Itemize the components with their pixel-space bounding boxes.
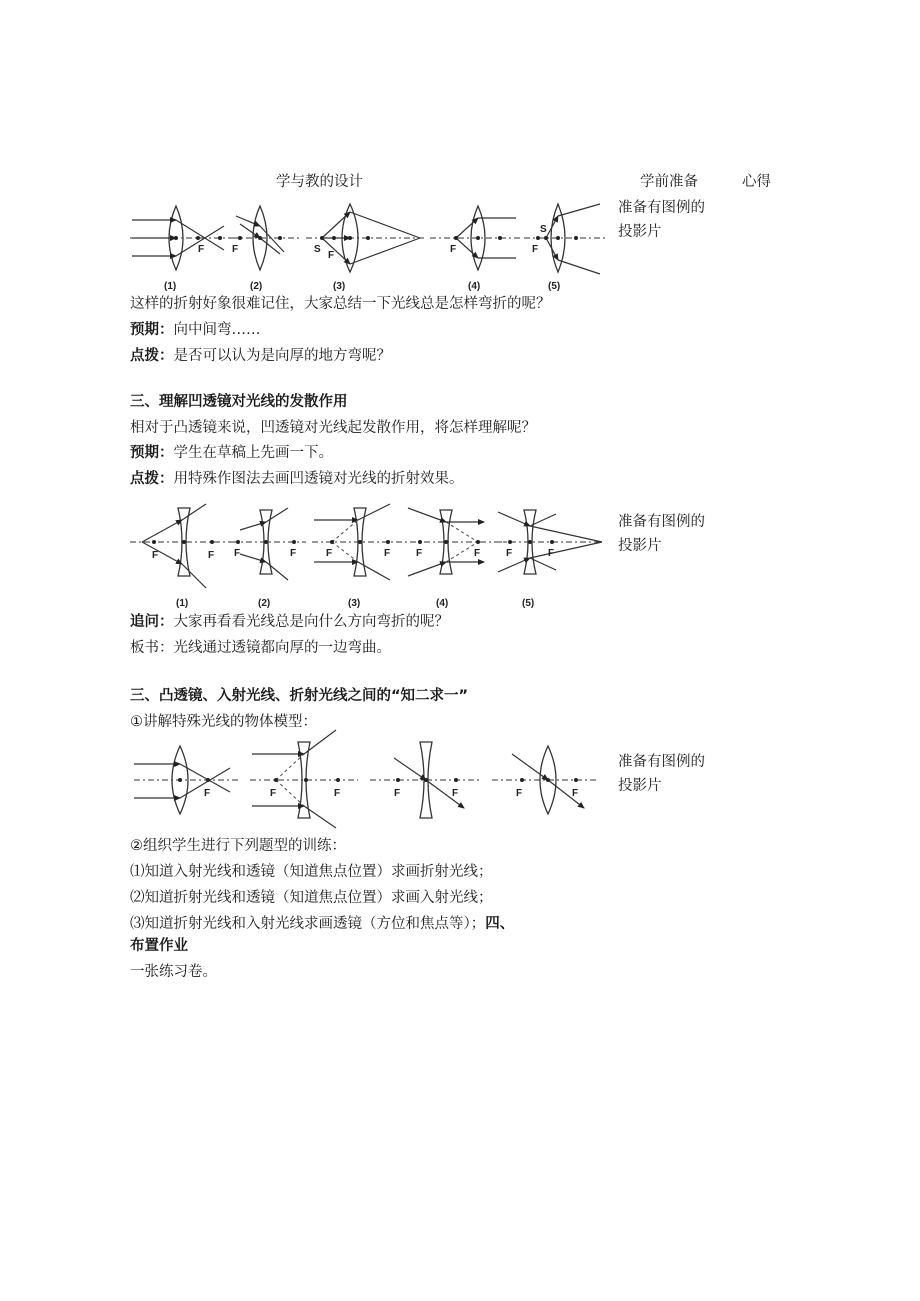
svg-text:(4): (4) bbox=[468, 281, 481, 292]
part2-board: 板书：光线通过透镜都向厚的一边弯曲。 bbox=[130, 640, 391, 656]
svg-text:(2): (2) bbox=[258, 598, 271, 609]
svg-text:F: F bbox=[548, 548, 555, 559]
side-note-1: 准备有图例的 投影片 bbox=[618, 200, 705, 240]
svg-text:F: F bbox=[506, 548, 513, 559]
part3-step1: ①讲解特殊光线的物体模型： bbox=[130, 714, 317, 730]
header-design: 学与教的设计 bbox=[276, 174, 363, 190]
header-notes: 心得 bbox=[742, 174, 771, 190]
convex-lens-figure bbox=[128, 198, 608, 293]
special-ray-model-3 bbox=[370, 742, 480, 818]
part1-question: 这样的折射好象很难记住，大家总结一下光线总是怎样弯折的呢？ bbox=[130, 296, 551, 312]
concave-diagram-2 bbox=[232, 508, 306, 609]
part2-followup: 追问：大家再看看光线总是向什么方向弯折的呢？ bbox=[130, 614, 449, 630]
concave-diagram-4 bbox=[408, 508, 508, 609]
svg-text:(2): (2) bbox=[250, 281, 263, 292]
svg-text:F: F bbox=[450, 244, 457, 255]
svg-text:F: F bbox=[152, 550, 159, 561]
concave-diagram-3 bbox=[312, 504, 418, 609]
svg-text:F: F bbox=[516, 788, 523, 799]
side-note-3: 准备有图例的 投影片 bbox=[618, 754, 705, 794]
part3-item-2: ⑵知道折射光线和透镜（知道焦点位置）求画入射光线； bbox=[130, 890, 493, 906]
svg-text:F: F bbox=[204, 788, 211, 799]
svg-text:(1): (1) bbox=[164, 281, 177, 292]
svg-text:F: F bbox=[290, 548, 297, 559]
part2-heading: 三、理解凹透镜对光线的发散作用 bbox=[130, 394, 348, 410]
svg-text:(1): (1) bbox=[176, 598, 189, 609]
homework-text: 一张练习卷。 bbox=[130, 964, 217, 980]
svg-text:(5): (5) bbox=[522, 598, 535, 609]
convex-diagram-4 bbox=[430, 206, 520, 292]
header-prep: 学前准备 bbox=[640, 174, 698, 190]
svg-text:F: F bbox=[326, 548, 333, 559]
svg-text:F: F bbox=[394, 788, 401, 799]
svg-text:F: F bbox=[532, 244, 539, 255]
homework-heading: 布置作业 bbox=[130, 938, 188, 954]
svg-text:F: F bbox=[572, 788, 579, 799]
convex-diagram-3 bbox=[306, 204, 424, 292]
svg-text:S: S bbox=[540, 224, 547, 235]
svg-text:F: F bbox=[452, 788, 459, 799]
special-ray-model-1 bbox=[134, 746, 238, 814]
svg-text:F: F bbox=[198, 244, 205, 255]
svg-text:F: F bbox=[328, 250, 335, 261]
part2-hint: 点拨：用特殊作图法去画凹透镜对光线的折射效果。 bbox=[130, 471, 464, 487]
special-ray-model-4 bbox=[492, 746, 598, 814]
part3-step2: ②组织学生进行下列题型的训练： bbox=[130, 838, 346, 854]
svg-text:S: S bbox=[314, 244, 321, 255]
svg-text:F: F bbox=[384, 548, 391, 559]
svg-text:F: F bbox=[232, 244, 239, 255]
part3-heading: 三、凸透镜、入射光线、折射光线之间的“知二求一” bbox=[130, 688, 469, 704]
part2-intro: 相对于凸透镜来说，凹透镜对光线起发散作用，将怎样理解呢？ bbox=[130, 420, 536, 436]
convex-diagram-1 bbox=[130, 206, 238, 292]
convex-diagram-5 bbox=[524, 204, 606, 292]
svg-text:F: F bbox=[208, 550, 215, 561]
svg-text:F: F bbox=[234, 548, 241, 559]
part2-expect: 预期：学生在草稿上先画一下。 bbox=[130, 445, 333, 461]
svg-text:F: F bbox=[474, 548, 481, 559]
svg-text:F: F bbox=[416, 548, 423, 559]
concave-diagram-5 bbox=[496, 510, 602, 609]
svg-text:(3): (3) bbox=[333, 281, 346, 292]
part3-item-3: ⑶知道折射光线和入射光线求画透镜（方位和焦点等）；四、 bbox=[130, 916, 515, 932]
convex-diagram-2 bbox=[232, 206, 300, 292]
part1-expect: 预期：向中间弯…… bbox=[130, 322, 261, 338]
svg-text:F: F bbox=[270, 788, 277, 799]
concave-diagram-1 bbox=[130, 504, 232, 609]
part3-item-1: ⑴知道入射光线和透镜（知道焦点位置）求画折射光线； bbox=[130, 864, 493, 880]
part1-hint: 点拨：是否可以认为是向厚的地方弯呢？ bbox=[130, 348, 391, 364]
svg-text:(4): (4) bbox=[436, 598, 449, 609]
svg-text:F: F bbox=[334, 788, 341, 799]
concave-lens-figure bbox=[128, 500, 608, 612]
svg-text:(5): (5) bbox=[548, 281, 561, 292]
special-ray-model-2 bbox=[250, 730, 358, 828]
svg-text:(3): (3) bbox=[348, 598, 361, 609]
special-rays-figure bbox=[130, 728, 600, 828]
side-note-2: 准备有图例的 投影片 bbox=[618, 514, 705, 554]
